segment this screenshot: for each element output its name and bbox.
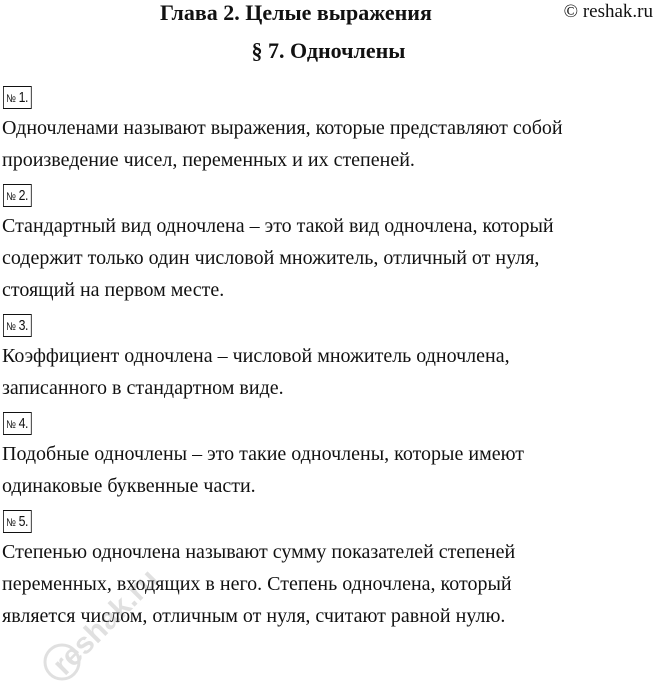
exercise-text (2, 340, 657, 404)
exercise-text (2, 438, 657, 502)
chapter-title: Глава 2. Целые выражения (160, 0, 432, 25)
text-line: Подобные одночлены – это такие одночлены, которые имеют (2, 443, 525, 465)
watermark-text: reshak.ru (46, 562, 166, 682)
exercise-text (2, 112, 657, 176)
exercise-item (0, 510, 657, 632)
number-sign: № (6, 321, 16, 333)
exercise-number: 3. (18, 317, 29, 334)
exercise-item (0, 86, 657, 176)
exercise-list (0, 86, 657, 640)
exercise-item (0, 184, 657, 306)
text-line: стоящий на первом месте. (2, 279, 225, 301)
text-line: Стандартный вид одночлена – это такой вид одночлена, который (2, 215, 554, 237)
copyright-circle-icon (45, 645, 79, 679)
number-sign: № (6, 517, 16, 529)
exercise-item (0, 314, 657, 404)
exercise-text (2, 210, 657, 306)
exercise-number: 1. (18, 89, 29, 106)
text-line: Степенью одночлена называют сумму показателей степеней (2, 541, 516, 563)
text-line: одинаковые буквенные части. (2, 475, 256, 497)
text-line: является числом, отличным от нуля, считают равной нулю. (2, 605, 506, 627)
exercise-number: 5. (18, 513, 29, 530)
number-sign: № (6, 419, 16, 431)
site-watermark: © reshak.ru (563, 1, 653, 22)
exercise-item (0, 412, 657, 502)
text-line: записанного в стандартном виде. (2, 377, 284, 399)
exercise-number-badge (3, 314, 31, 337)
exercise-number-badge (3, 184, 31, 207)
exercise-number-badge (3, 86, 31, 109)
exercise-number-badge (3, 412, 31, 435)
text-line: Одночленами называют выражения, которые представляют собой (2, 117, 563, 139)
section-title: § 7. Одночлены (251, 38, 406, 63)
text-line: содержит только один числовой множитель, отличный от нуля, (2, 247, 540, 269)
exercise-number-badge (3, 510, 31, 533)
exercise-text (2, 536, 657, 632)
exercise-number: 2. (18, 187, 29, 204)
number-sign: № (6, 93, 16, 105)
text-line: произведение чисел, переменных и их степеней. (2, 149, 415, 171)
exercise-number: 4. (18, 415, 29, 432)
text-line: переменных, входящих в него. Степень одночлена, который (2, 573, 512, 595)
text-line: Коэффициент одночлена – числовой множитель одночлена, (2, 345, 510, 367)
number-sign: № (6, 191, 16, 203)
